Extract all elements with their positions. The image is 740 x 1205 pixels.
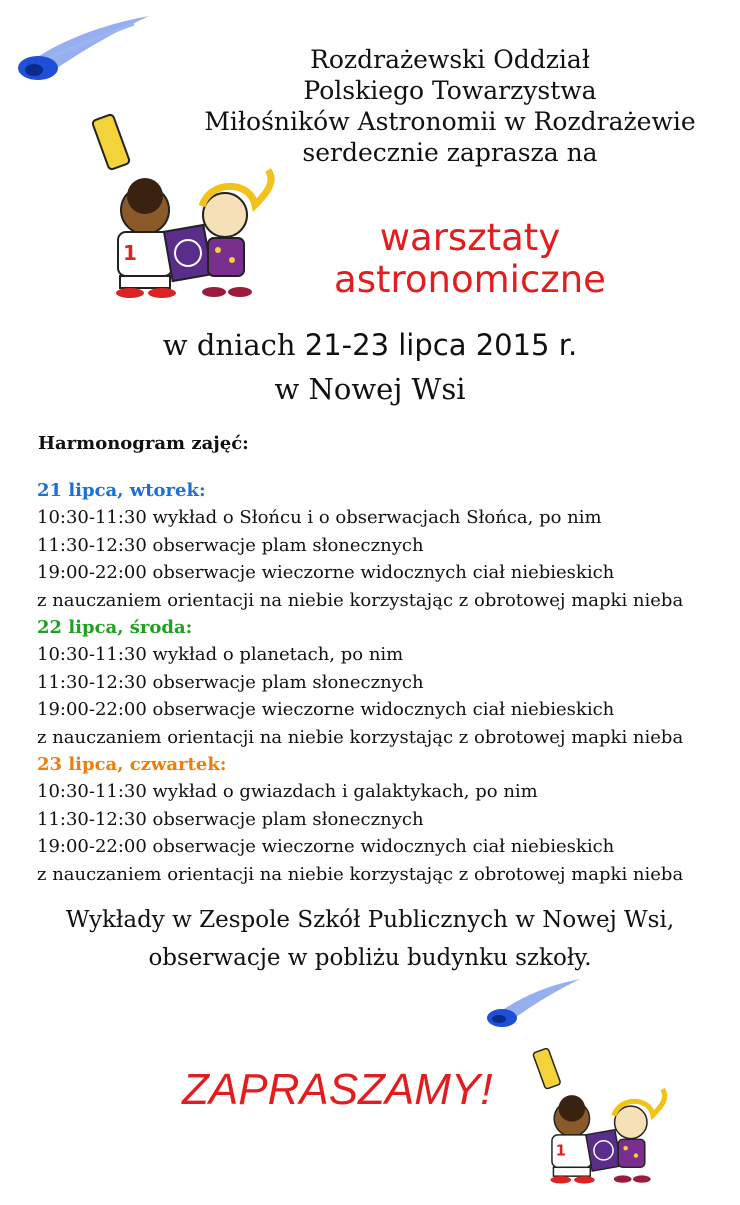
- svg-text:1: 1: [555, 1142, 566, 1160]
- schedule-item: 19:00-22:00 obserwacje wieczorne widocznych ciał niebieskich: [37, 699, 615, 721]
- footer-line: obserwacje w pobliżu budynku szkoły.: [148, 945, 592, 971]
- dates-value: 21-23 lipca 2015 r.: [304, 328, 578, 362]
- schedule-item: 10:30-11:30 wykład o gwiazdach i galaktykach, po nim: [37, 781, 538, 803]
- org-line: Polskiego Towarzystwa: [303, 76, 597, 105]
- schedule-item: 19:00-22:00 obserwacje wieczorne widocznych ciał niebieskich: [37, 836, 615, 858]
- schedule-item: 10:30-11:30 wykład o planetach, po nim: [37, 644, 404, 666]
- schedule-item: 10:30-11:30 wykład o Słońcu i o obserwacjach Słońca, po nim: [37, 507, 602, 529]
- event-title-line-2: astronomiczne: [334, 258, 606, 301]
- kids-telescope-illustration: [530, 1045, 680, 1185]
- event-location: w Nowej Wsi: [274, 372, 466, 406]
- schedule-item: z nauczaniem orientacji na niebie korzystając z obrotowej mapki nieba: [37, 863, 684, 885]
- comet-icon: [484, 976, 584, 1028]
- schedule-item: z nauczaniem orientacji na niebie korzystając z obrotowej mapki nieba: [37, 726, 684, 748]
- day-label: 23 lipca, czwartek:: [37, 754, 227, 776]
- organizer-heading: [150, 44, 740, 168]
- dates-prefix: w dniach: [162, 328, 305, 362]
- closing-invitation: ZAPRASZAMY!: [182, 1065, 493, 1114]
- org-line: Miłośników Astronomii w Rozdrażewie: [204, 107, 696, 136]
- org-line: serdecznie zaprasza na: [302, 138, 598, 167]
- schedule-item: 11:30-12:30 obserwacje plam słonecznych: [37, 534, 424, 556]
- footer-line: Wykłady w Zespole Szkół Publicznych w Nowej Wsi,: [65, 907, 675, 933]
- comet-icon: [14, 12, 154, 82]
- org-line: Rozdrażewski Oddział: [310, 45, 590, 74]
- day-label: 21 lipca, wtorek:: [37, 480, 206, 501]
- event-title-line-1: warsztaty: [379, 216, 561, 259]
- day-label: 22 lipca, środa:: [37, 617, 193, 639]
- schedule-title: Harmonogram zajęć:: [38, 433, 249, 454]
- event-dates: [0, 328, 740, 362]
- svg-text:1: 1: [123, 241, 137, 265]
- schedule-item: 11:30-12:30 obserwacje plam słonecznych: [37, 671, 424, 693]
- schedule-item: 19:00-22:00 obserwacje wieczorne widocznych ciał niebieskich: [37, 562, 615, 584]
- schedule-item: z nauczaniem orientacji na niebie korzystając z obrotowej mapki nieba: [37, 589, 684, 611]
- schedule-item: 11:30-12:30 obserwacje plam słonecznych: [37, 808, 424, 830]
- schedule: [37, 477, 737, 888]
